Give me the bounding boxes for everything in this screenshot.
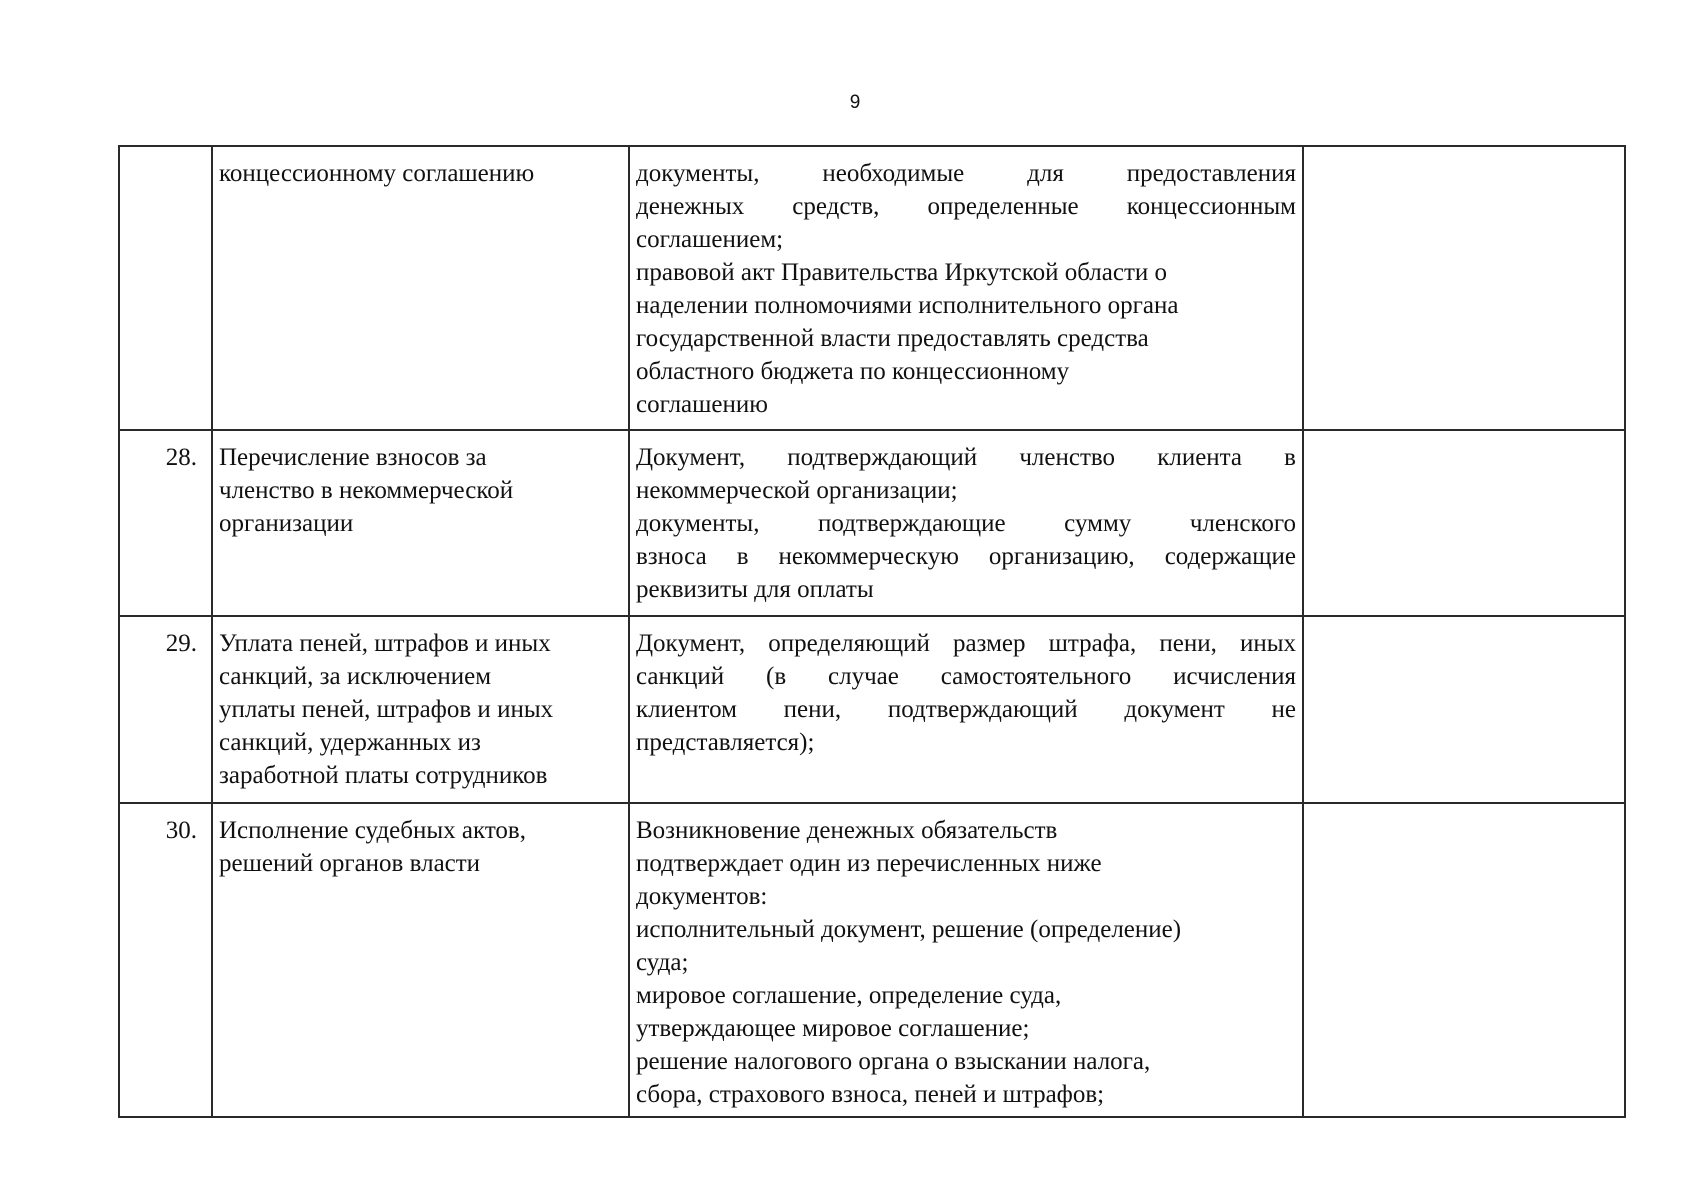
document-line: документов: <box>636 883 768 910</box>
notes-cell <box>1303 616 1625 803</box>
document-line: денежных средств, определенные концессионным <box>636 193 1296 220</box>
payment-type-line: уплаты пеней, штрафов и иных <box>219 696 554 723</box>
document-line: документы, необходимые для предоставления <box>636 160 1296 187</box>
row-number-cell <box>119 430 212 616</box>
document-line: суда; <box>636 949 689 976</box>
document-line: документы, подтверждающие сумму членского <box>636 510 1296 537</box>
row-number: 30. <box>165 817 197 844</box>
payment-type-line: Исполнение судебных актов, <box>219 817 526 844</box>
payment-type-line: членство в некоммерческой <box>219 477 514 504</box>
payment-type-line: организации <box>219 510 354 537</box>
payment-type-line: Уплата пеней, штрафов и иных <box>219 630 551 657</box>
payment-type-line: решений органов власти <box>219 850 481 877</box>
document-line: решение налогового органа о взыскании налога, <box>636 1048 1151 1075</box>
required-documents-cell <box>629 803 1303 1117</box>
table-row <box>119 430 1625 616</box>
document-line: соглашению <box>636 391 768 418</box>
document-line: представляется); <box>636 729 815 756</box>
payment-type-line: санкций, удержанных из <box>219 729 481 756</box>
document-line: правовой акт Правительства Иркутской области о <box>636 259 1168 286</box>
row-number-cell <box>119 803 212 1117</box>
document-line: Документ, определяющий размер штрафа, пени, иных <box>636 630 1296 657</box>
table-row <box>119 803 1625 1117</box>
payment-type-line: заработной платы сотрудников <box>219 762 548 789</box>
document-line: Возникновение денежных обязательств <box>636 817 1058 844</box>
table-body <box>119 146 1625 1117</box>
document-line: клиентом пени, подтверждающий документ не <box>636 696 1296 723</box>
payment-type-cell <box>212 430 629 616</box>
payment-type-cell <box>212 616 629 803</box>
document-line: утверждающее мировое соглашение; <box>636 1015 1030 1042</box>
notes-cell <box>1303 430 1625 616</box>
payment-type-line: Перечисление взносов за <box>219 444 487 471</box>
required-documents-cell <box>629 616 1303 803</box>
document-line: сбора, страхового взноса, пеней и штрафов; <box>636 1081 1105 1108</box>
notes-cell <box>1303 803 1625 1117</box>
page-number: 9 <box>849 92 861 113</box>
document-line: санкций (в случае самостоятельного исчисления <box>636 663 1296 690</box>
document-line: областного бюджета по концессионному <box>636 358 1070 385</box>
document-line: некоммерческой организации; <box>636 477 958 504</box>
row-number: 28. <box>165 444 197 471</box>
payment-type-line: санкций, за исключением <box>219 663 492 690</box>
payment-type-line: концессионному соглашению <box>219 160 535 187</box>
document-line: мировое соглашение, определение суда, <box>636 982 1062 1009</box>
document-line: подтверждает один из перечисленных ниже <box>636 850 1102 877</box>
document-line: реквизиты для оплаты <box>636 576 874 603</box>
row-number: 29. <box>165 630 197 657</box>
document-table <box>118 145 1626 1118</box>
document-line: государственной власти предоставлять средства <box>636 325 1149 352</box>
table-row <box>119 146 1625 430</box>
document-line: Документ, подтверждающий членство клиента в <box>636 444 1296 471</box>
table-row <box>119 616 1625 803</box>
row-number-cell <box>119 146 212 430</box>
document-line: соглашением; <box>636 226 784 253</box>
notes-cell <box>1303 146 1625 430</box>
payment-type-cell <box>212 146 629 430</box>
payment-type-cell <box>212 803 629 1117</box>
document-line: наделении полномочиями исполнительного органа <box>636 292 1179 319</box>
required-documents-cell <box>629 146 1303 430</box>
document-line: исполнительный документ, решение (определение) <box>636 916 1182 943</box>
required-documents-cell <box>629 430 1303 616</box>
row-number-cell <box>119 616 212 803</box>
document-line: взноса в некоммерческую организацию, содержащие <box>636 543 1296 570</box>
